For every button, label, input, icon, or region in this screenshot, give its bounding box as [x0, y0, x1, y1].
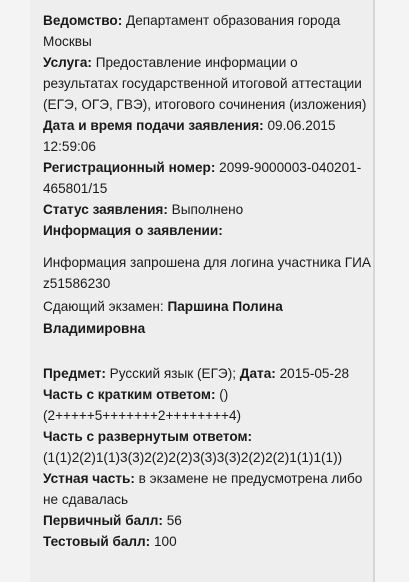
subject-value: Русский язык (ЕГЭ);	[109, 366, 237, 381]
exam-date-value: 2015-05-28	[279, 366, 350, 381]
examinee-label: Сдающий экзамен:	[43, 299, 164, 314]
registration-value: 2099-9000003-040201-465801/15	[43, 160, 362, 196]
info-heading: Информация о заявлении:	[43, 223, 223, 238]
test-score-value: 100	[153, 534, 177, 549]
submitted-value: 09.06.2015 12:59:06	[43, 118, 336, 154]
application-card	[30, 0, 375, 582]
spacer	[43, 340, 373, 363]
department-value: Департамент образования города Москвы	[43, 13, 341, 49]
test-score-row	[43, 531, 373, 552]
service-value: Предоставление информации о результатах государственной итоговой аттестации (ЕГЭ, ОГЭ, ГВЭ), итогового сочинения (изложения)	[43, 55, 367, 112]
short-answer-label: Часть с кратким ответом:	[43, 387, 216, 402]
test-score-label: Тестовый балл:	[43, 534, 151, 549]
status-label: Статус заявления:	[43, 202, 168, 217]
spacer	[43, 241, 373, 252]
examinee-row	[43, 296, 373, 340]
submitted-label: Дата и время подачи заявления:	[43, 118, 264, 133]
short-answer-results: (2+++++5+++++++2++++++++4)	[43, 408, 242, 423]
short-answer-row	[43, 384, 373, 405]
subject-label: Предмет:	[43, 366, 106, 381]
department-label: Ведомство:	[43, 13, 123, 28]
status-row	[43, 199, 373, 220]
registration-row	[43, 157, 373, 199]
oral-part-label: Устная часть:	[43, 471, 135, 486]
primary-score-label: Первичный балл:	[43, 513, 163, 528]
short-answer-value: ()	[219, 387, 229, 402]
service-label: Услуга:	[43, 55, 92, 70]
oral-part-row	[43, 468, 373, 510]
long-answer-label: Часть с развернутым ответом:	[43, 429, 253, 444]
examinee-name: Паршина Полина Владимировна	[43, 299, 283, 336]
primary-score-row	[43, 510, 373, 531]
long-answer-results: (1(1)2(2)1(1)3(3)2(2)2(2)3(3)3(3)2(2)2(2)1(1)1(1))	[43, 450, 343, 465]
department-row	[43, 10, 373, 52]
info-text: Информация запрошена для логина участника ГИА z51586230	[43, 255, 371, 291]
application-content	[43, 10, 373, 552]
exam-date-label: Дата:	[239, 366, 276, 381]
service-row	[43, 52, 373, 115]
status-value: Выполнено	[171, 202, 244, 217]
oral-part-value: в экзамене не предусмотрена либо не сдавалась	[43, 471, 363, 507]
subject-row	[43, 363, 373, 384]
submitted-row	[43, 115, 373, 157]
primary-score-value: 56	[166, 513, 182, 528]
registration-label: Регистрационный номер:	[43, 160, 216, 175]
